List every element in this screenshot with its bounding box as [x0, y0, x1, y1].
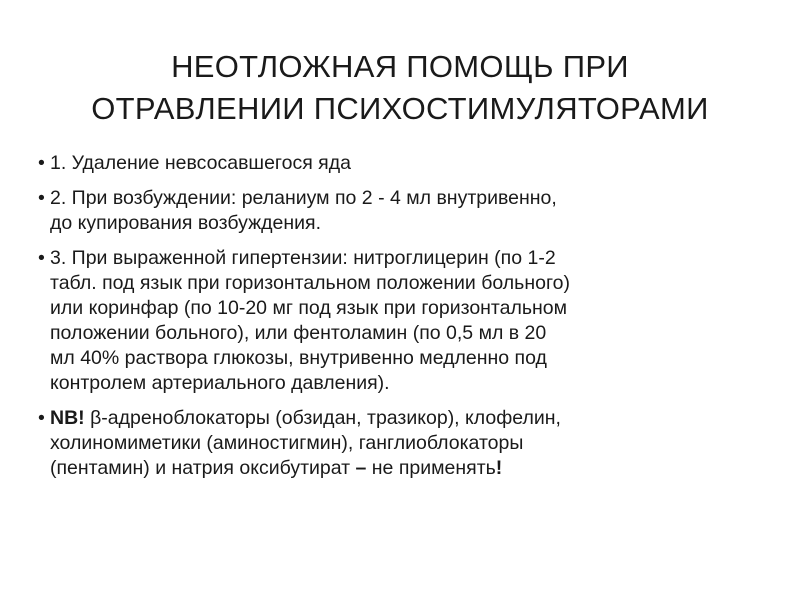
- bullet-icon: •: [38, 152, 45, 174]
- list-item-nb: [38, 406, 778, 481]
- bullet-icon: •: [38, 247, 45, 269]
- bullet-icon: •: [38, 407, 45, 429]
- nb-line-1-text: β-адреноблокаторы (обзидан, тразикор), клофелин,: [84, 407, 561, 429]
- item-3-line: мл 40% раствора глюкозы, внутривенно медленно под: [50, 347, 547, 369]
- list-item: [38, 246, 778, 396]
- title-line-2: ОТРАВЛЕНИИ ПСИХОСТИМУЛЯТОРАМИ: [91, 91, 709, 126]
- item-1-line: 1. Удаление невсосавшегося яда: [50, 152, 351, 174]
- bullet-list: [38, 151, 778, 491]
- nb-line-3-mid: не применять: [366, 457, 496, 479]
- nb-line-3-start: (пентамин) и натрия оксибутират: [50, 457, 356, 479]
- item-3-line: табл. под язык при горизонтальном положении больного): [50, 272, 570, 294]
- item-2-line: 2. При возбуждении: реланиум по 2 - 4 мл внутривенно,: [50, 187, 557, 209]
- nb-line-3: [50, 456, 778, 481]
- item-3-line: или коринфар (по 10-20 мг под язык при горизонтальном: [50, 297, 568, 319]
- bullet-icon: •: [38, 187, 45, 209]
- slide-title: [0, 46, 800, 130]
- item-2-line: до купирования возбуждения.: [50, 212, 322, 234]
- list-item: [38, 186, 778, 236]
- item-3-line: 3. При выраженной гипертензии: нитроглицерин (по 1-2: [50, 247, 556, 269]
- nb-label: NB!: [50, 407, 85, 429]
- item-3-line: контролем артериального давления).: [50, 372, 390, 394]
- nb-dash: –: [355, 457, 367, 479]
- list-item: [38, 151, 778, 176]
- nb-line-1: [50, 406, 778, 431]
- nb-line-2: холиномиметики (аминостигмин), ганглиоблокаторы: [50, 432, 524, 454]
- item-3-line: положении больного), или фентоламин (по 0,5 мл в 20: [50, 322, 547, 344]
- title-line-1: НЕОТЛОЖНАЯ ПОМОЩЬ ПРИ: [171, 49, 629, 84]
- nb-exclamation: !: [495, 457, 503, 479]
